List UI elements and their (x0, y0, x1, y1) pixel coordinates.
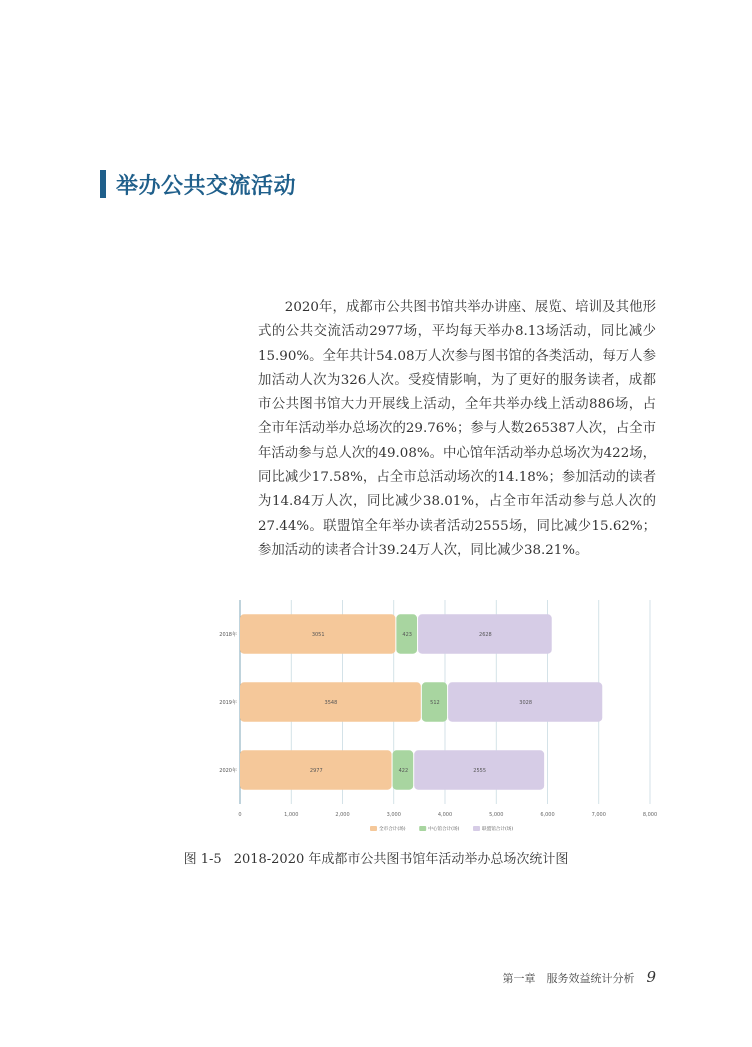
x-tick-label: 2,000 (335, 812, 350, 818)
legend-label: 中心馆合计(场) (428, 827, 460, 832)
page-footer (502, 968, 656, 986)
data-label: 3548 (324, 700, 338, 706)
data-label: 422 (398, 768, 409, 774)
figure-caption (0, 848, 752, 867)
legend-swatch (419, 826, 426, 831)
section-heading (100, 168, 296, 200)
page-number: 9 (646, 968, 656, 986)
data-label: 3051 (311, 632, 325, 638)
x-tick-label: 4,000 (437, 812, 453, 818)
section-heading-bar (100, 170, 106, 198)
chart-svg (210, 592, 660, 840)
legend-swatch (370, 826, 377, 831)
x-tick-label: 7,000 (591, 812, 606, 818)
footer-chapter: 第一章 服务效益统计分析 (502, 972, 635, 985)
x-tick-label: 0 (238, 812, 242, 818)
body-paragraph: 2020年，成都市公共图书馆共举办讲座、展览、培训及其他形式的公共交流活动2977场，平均每天举办8.13场活动，同比减少15.90%。全年共计54.08万人次参与图书馆的各类活动，每万人参加活动人次为326人次。受疫情影响，为了更好的服务读者，成都市公共图书馆大力开展线上活动，全年共举办线上活动886场，占全市年活动举办总场次的29.76%；参与人数265387人次，占全市年活动参与总人次的49.08%。中心馆年活动举办总场次为422场，同比减少17.58%，占全市总活动场次的14.18%；参加活动的读者为14.84万人次，同比减少38.01%，占全市年活动参与总人次的27.44%。联盟馆全年举办读者活动2555场，同比减少15.62%；参加活动的读者合计39.24万人次，同比减少38.21%。 (258, 300, 656, 558)
y-category-label: 2018年 (219, 632, 237, 638)
y-category-label: 2019年 (219, 700, 237, 706)
data-label: 423 (402, 632, 412, 638)
figure-title: 2018-2020 年成都市公共图书馆年活动举办总场次统计图 (233, 852, 569, 867)
data-label: 3028 (519, 700, 533, 706)
figure-number: 图 1-5 (183, 852, 222, 867)
data-label: 2555 (473, 768, 487, 774)
data-label: 2628 (479, 632, 492, 638)
section-heading-text: 举办公共交流活动 (116, 173, 297, 199)
activity-bar-chart (210, 592, 660, 840)
x-tick-label: 5,000 (489, 812, 504, 818)
x-tick-label: 6,000 (540, 812, 555, 818)
legend-swatch (473, 826, 480, 831)
data-label: 512 (430, 700, 440, 706)
legend-label: 全市合计(场) (379, 827, 406, 832)
y-category-label: 2020年 (219, 768, 237, 774)
x-tick-label: 1,000 (284, 812, 299, 818)
data-label: 2977 (309, 768, 323, 774)
legend-label: 联盟馆合计(场) (482, 827, 514, 832)
x-tick-label: 3,000 (386, 812, 401, 818)
x-tick-label: 8,000 (642, 812, 658, 818)
